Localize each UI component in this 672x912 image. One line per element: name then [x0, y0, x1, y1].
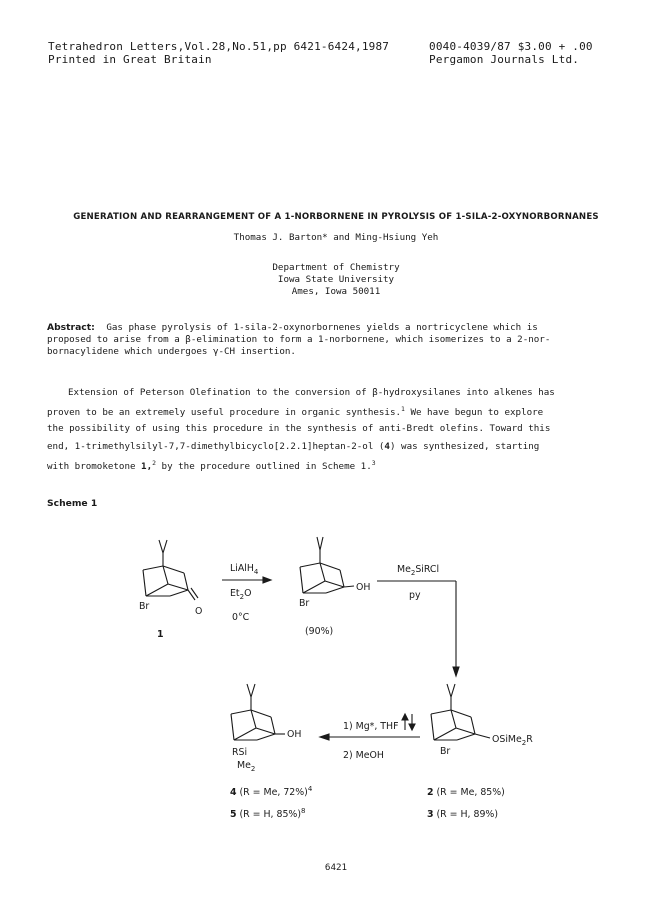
compound-2-3-substituent: OSiMe$_2$R	[492, 734, 533, 747]
compound-2-3-structure	[431, 684, 490, 740]
compound-1-br: Br	[139, 601, 150, 612]
reagent-1-bot: 0°C	[232, 612, 250, 623]
compound-alcohol-br: Br	[299, 598, 310, 609]
reagent-3-bot: 2) MeOH	[343, 750, 384, 761]
affiliation-dept: Department of Chemistry	[272, 262, 400, 273]
publisher: Pergamon Journals Ltd.	[429, 53, 580, 66]
body-line-3: the possibility of using this procedure in the synthesis of anti-Bredt olefins. Toward this	[47, 423, 551, 434]
compound-4-5-me2: $Me_2$	[237, 760, 256, 773]
body-line-4: end, 1-trimethylsilyl-7,7-dimethylbicyclo[2.2.1]heptan-2-ol (4) was synthesized, starting	[47, 441, 540, 452]
compound-alcohol-structure	[300, 537, 354, 593]
authors: Thomas J. Barton* and Ming-Hsiung Yeh	[233, 232, 439, 243]
affiliation-city: Ames, Iowa 50011	[291, 286, 381, 297]
label-compound-3: 3 (R = H, 89%)	[427, 809, 499, 820]
arrow-1-head	[263, 577, 271, 583]
compound-1-number: 1	[157, 629, 164, 640]
abstract-label: Abstract:	[47, 322, 95, 333]
compound-1-o: O	[195, 606, 203, 617]
compound-1-structure	[143, 540, 198, 600]
label-compound-5: 5 (R = H, 85%)$^8$	[230, 807, 306, 820]
body-line-2: proven to be an extremely useful procedure in organic synthesis.$^1$ We have begun to explore	[47, 405, 544, 419]
reagent-2-top: $Me_2SiRCl$	[397, 564, 440, 577]
reagent-1-mid: $Et_2O$	[230, 588, 252, 601]
abstract-line-1: Abstract: Gas phase pyrolysis of 1-sila-2-oxynorbornenes yields a nortricyclene which is	[47, 322, 538, 333]
body-line-5: with bromoketone 1,$^2$ by the procedure outlined in Scheme 1.$^3$	[47, 459, 376, 473]
article-title: GENERATION AND REARRANGEMENT OF A 1-NORBORNENE IN PYROLYSIS OF 1-SILA-2-OXYNORBORNANES	[73, 212, 599, 222]
reflux-arrows-icon	[402, 714, 415, 730]
reagent-3-top: 1) Mg*, THF	[343, 721, 399, 732]
affiliation-univ: Iowa State University	[277, 274, 395, 285]
arrow-3-head	[320, 734, 329, 740]
reagent-2-bot: py	[409, 590, 421, 601]
abstract-line-2: proposed to arise from a β-elimination to form a 1-norbornene, which isomerizes to a 2-nor-	[47, 334, 551, 345]
journal-citation: Tetrahedron Letters,Vol.28,No.51,pp 6421-6424,1987	[48, 40, 390, 53]
reagent-1-top: LiAlH$_4$	[230, 563, 259, 576]
compound-4-5-rsi: RSi	[232, 747, 248, 758]
scheme-label: Scheme 1	[47, 498, 98, 509]
abstract-line-3: bornacylidene which undergoes γ-CH insertion.	[47, 346, 296, 357]
label-compound-4: 4 (R = Me, 72%)$^4$	[230, 785, 313, 798]
issn-price: 0040-4039/87 $3.00 + .00	[429, 40, 593, 53]
compound-alcohol-oh: OH	[356, 582, 371, 593]
compound-2-3-br: Br	[440, 746, 451, 757]
printed-in: Printed in Great Britain	[48, 53, 212, 66]
compound-4-5-oh: OH	[287, 729, 302, 740]
page-number: 6421	[324, 862, 348, 873]
compound-4-5-structure	[231, 684, 285, 740]
body-line-1: Extension of Peterson Olefination to the conversion of β-hydroxysilanes into alkenes has	[68, 387, 555, 398]
arrow-2-head	[453, 667, 459, 676]
label-compound-2: 2 (R = Me, 85%)	[427, 787, 505, 798]
compound-alcohol-yield: (90%)	[305, 626, 334, 637]
